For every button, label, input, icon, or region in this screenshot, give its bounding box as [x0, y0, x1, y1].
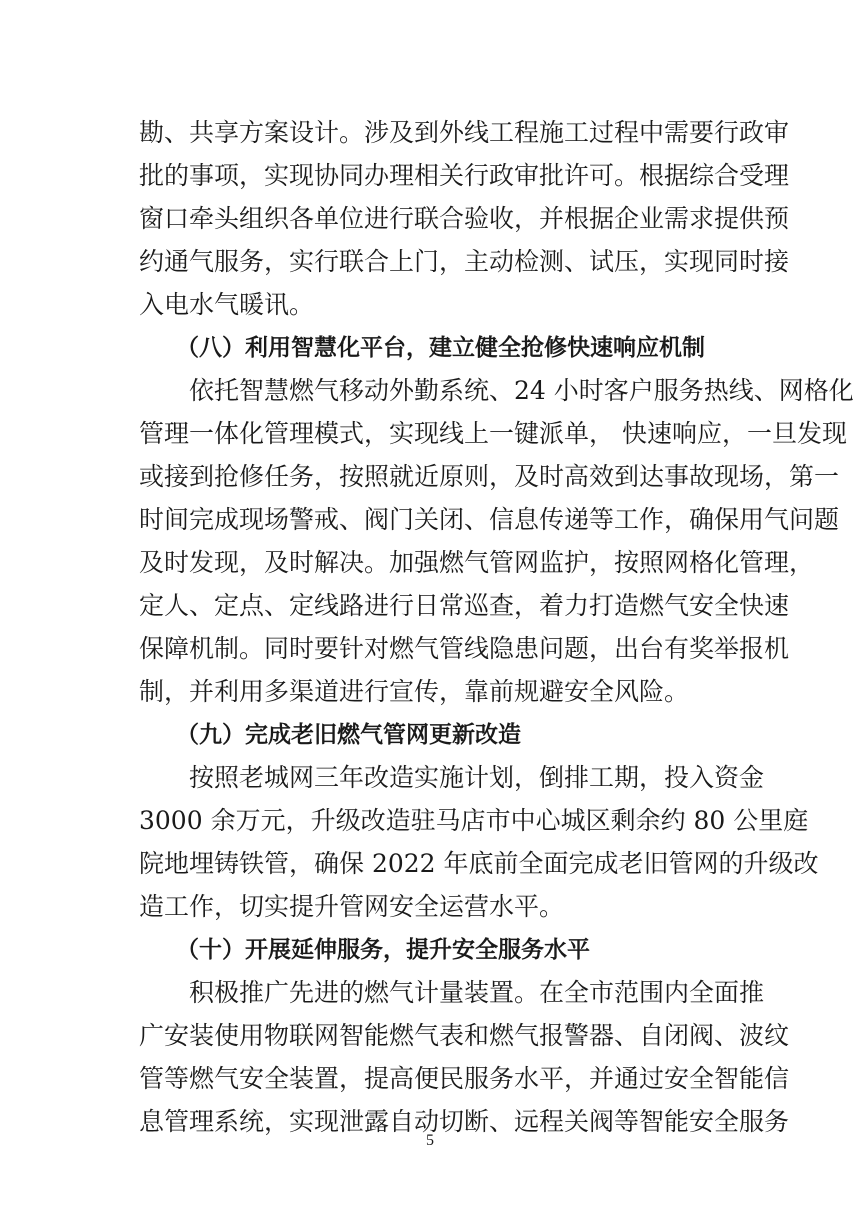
text-line: 管等燃气安全装置，提高便民服务水平，并通过安全智能信 [139, 1064, 790, 1093]
text-line: 广安装使用物联网智能燃气表和燃气报警器、自闭阀、波纹 [139, 1021, 790, 1050]
section-heading-8: （八）利用智慧化平台，建立健全抢修快速响应机制 [176, 335, 705, 361]
text-line: 或接到抢修任务，按照就近原则，及时高效到达事故现场，第一 [139, 462, 840, 491]
text-line: 积极推广先进的燃气计量装置。在全市范围内全面推 [189, 978, 765, 1007]
text-line: 院地埋铸铁管，确保 2022 年底前全面完成老旧管网的升级改 [139, 849, 819, 878]
text-line: 约通气服务，实行联合上门，主动检测、试压，实现同时接 [139, 247, 790, 276]
text-line: 窗口牵头组织各单位进行联合验收，并根据企业需求提供预 [139, 204, 790, 233]
section-heading-10: （十）开展延伸服务，提升安全服务水平 [176, 937, 590, 963]
text-line: 入电水气暖讯。 [139, 290, 315, 319]
section-heading-9: （九）完成老旧燃气管网更新改造 [176, 722, 521, 748]
text-line: 3000 余万元，升级改造驻马店市中心城区剩余约 80 公里庭 [139, 806, 809, 835]
text-line: 息管理系统，实现泄露自动切断、远程关阀等智能安全服务 [139, 1107, 790, 1136]
text-line: 定人、定点、定线路进行日常巡查，着力打造燃气安全快速 [139, 591, 790, 620]
text-line: 勘、共享方案设计。涉及到外线工程施工过程中需要行政审 [139, 118, 790, 147]
page-number: 5 [426, 1132, 434, 1149]
text-line: 依托智慧燃气移动外勤系统、24 小时客户服务热线、网格化 [189, 376, 854, 405]
text-line: 管理一体化管理模式，实现线上一键派单， 快速响应，一旦发现 [139, 419, 847, 448]
text-line: 造工作，切实提升管网安全运营水平。 [139, 892, 565, 921]
text-line: 批的事项，实现协同办理相关行政审批许可。根据综合受理 [139, 161, 790, 190]
text-line: 保障机制。同时要针对燃气管线隐患问题，出台有奖举报机 [139, 634, 790, 663]
text-line: 按照老城网三年改造实施计划，倒排工期，投入资金 [189, 763, 765, 792]
text-line: 制，并利用多渠道进行宣传，靠前规避安全风险。 [139, 677, 690, 706]
text-line: 及时发现，及时解决。加强燃气管网监护，按照网格化管理， [139, 548, 815, 577]
text-line: 时间完成现场警戒、阀门关闭、信息传递等工作，确保用气问题 [139, 505, 840, 534]
